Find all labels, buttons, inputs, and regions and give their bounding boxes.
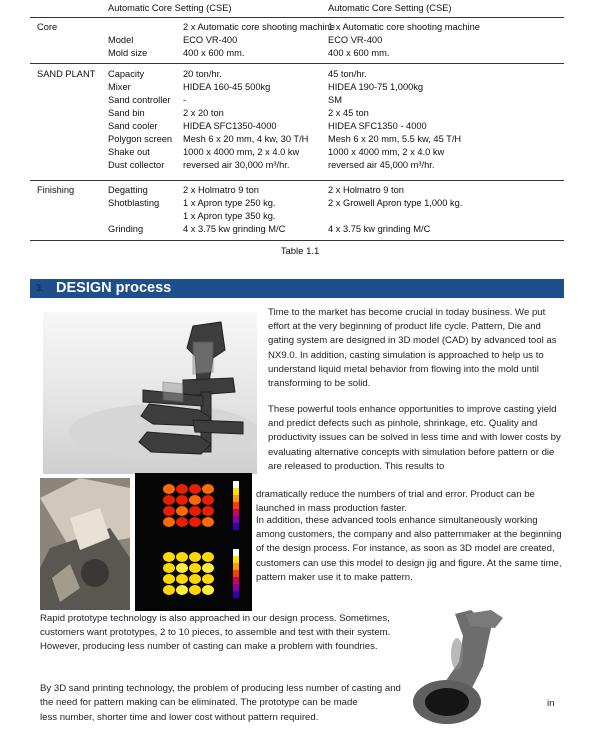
table-divider: [30, 63, 564, 64]
table-cell-item: Grinding: [108, 224, 144, 234]
section-number: 3.: [36, 283, 44, 293]
table-cell-item: Capacity: [108, 69, 145, 79]
paragraph-sand-printing-in: in: [547, 698, 555, 709]
paragraph-simulation-cont: dramatically reduce the numbers of trial and error. Product can be launched in mass production faster.: [256, 489, 535, 515]
table-divider: [30, 240, 564, 241]
table-cell-value2: 2 x 45 ton: [328, 108, 369, 118]
table-cell-value1: 1000 x 4000 mm, 2 x 4.0 kw: [183, 147, 300, 157]
section-title: DESIGN process: [56, 280, 172, 296]
table-cell-value1: HIDEA 160-45 500kg: [183, 82, 271, 92]
table-cell-item: Dust collector: [108, 160, 165, 170]
pattern-die-photo: [40, 478, 130, 610]
table-cell-value1: 20 ton/hr.: [183, 69, 222, 79]
table-cell-section: SAND PLANT: [37, 69, 96, 79]
table-cell-value2: HIDEA SFC1350 - 4000: [328, 121, 427, 131]
table-caption: Table 1.1: [280, 246, 320, 257]
paragraph-sand-printing: By 3D sand printing technology, the problem of producing less number of casting and the need for pattern making can be eliminated. The prototype can be made: [40, 683, 401, 709]
paragraph-simulation: These powerful tools enhance opportunities to improve casting yield and predict defects such as pinhole, shrinkage, etc. Quality and productivity issues can be solved in less time and with lower costs by evaluating alternative concepts with simulation before pattern or die are released to production. This results to: [268, 404, 561, 472]
table-cell-value1: 2 x Holmatro 9 ton: [183, 185, 259, 195]
table-header-col2: Automatic Core Setting (CSE): [328, 3, 452, 13]
table-cell-value1: -: [183, 95, 187, 105]
paragraph-sand-printing-end: less number, shorter time and lower cost without pattern required.: [40, 712, 319, 723]
table-cell-value2: 1000 x 4000 mm, 2 x 4.0 kw: [328, 147, 445, 157]
table-cell-item: Sand bin: [108, 108, 145, 118]
table-cell-value1: 400 x 600 mm.: [183, 48, 245, 58]
casting-simulation-image: [135, 473, 252, 611]
table-divider: [30, 17, 564, 18]
paragraph-collaboration: In addition, these advanced tools enhance simultaneously working among customers, the company and also patternmaker at the beginning of the design process. For instance, as soon as 3D model are created, customers can use this model to design jig and figure. At the same time, pattern maker use it to make pattern.: [256, 515, 562, 583]
table-cell-item: Shotblasting: [108, 198, 160, 208]
table-cell-value2: 400 x 600 mm.: [328, 48, 390, 58]
table-cell-section: Core: [37, 22, 58, 32]
cad-gating-model-image: [43, 312, 257, 474]
table-divider: [30, 180, 564, 181]
table-cell-item: Degatting: [108, 185, 148, 195]
table-cell-item: Mold size: [108, 48, 148, 58]
table-cell-item: Sand cooler: [108, 121, 158, 131]
table-cell-section: Finishing: [37, 185, 75, 195]
table-cell-item: Polygon screen: [108, 134, 173, 144]
table-cell-value2: 4 x 3.75 kw grinding M/C: [328, 224, 431, 234]
table-cell-value1: 1 x Apron type 350 kg.: [183, 211, 276, 221]
paragraph-design-intro: Time to the market has become crucial in today business. We put effort at the very beginning of product life cycle. Pattern, Die and gating system are designed in 3D model (CAD) by advanced tool as NX9.0. In addition, casting simulation is approached to help us to understand liquid metal behavior from flowing into the mold until transforming to be solid.: [268, 307, 557, 390]
table-cell-value2: SM: [328, 95, 342, 105]
table-cell-value1: 2 x Automatic core shooting machine: [183, 22, 335, 32]
table-cell-value1: ECO VR-400: [183, 35, 238, 45]
table-cell-value1: HIDEA SFC1350-4000: [183, 121, 277, 131]
section-header: [30, 279, 564, 298]
table-cell-value2: 1 x Automatic core shooting machine: [328, 22, 480, 32]
table-cell-value2: 2 x Holmatro 9 ton: [328, 185, 404, 195]
table-cell-value1: 4 x 3.75 kw grinding M/C: [183, 224, 286, 234]
table-cell-item: Sand controller: [108, 95, 171, 105]
table-cell-value1: Mesh 6 x 20 mm, 4 kw, 30 T/H: [183, 134, 309, 144]
table-cell-value2: reversed air 45,000 m³/hr.: [328, 160, 435, 170]
table-cell-item: Model: [108, 35, 134, 45]
table-cell-value2: HIDEA 190-75 1,000kg: [328, 82, 424, 92]
table-cell-value1: 1 x Apron type 250 kg.: [183, 198, 276, 208]
table-cell-item: Shake out: [108, 147, 150, 157]
table-cell-value2: 2 x Growell Apron type 1,000 kg.: [328, 198, 463, 208]
table-header-col1: Automatic Core Setting (CSE): [108, 3, 232, 13]
table-cell-value2: 45 ton/hr.: [328, 69, 367, 79]
table-cell-value2: Mesh 6 x 20 mm, 5.5 kw, 45 T/H: [328, 134, 462, 144]
table-cell-item: Mixer: [108, 82, 131, 92]
table-cell-value1: 2 x 20 ton: [183, 108, 224, 118]
table-cell-value1: reversed air 30,000 m³/hr.: [183, 160, 290, 170]
table-cell-value2: ECO VR-400: [328, 35, 383, 45]
paragraph-rapid-prototype: Rapid prototype technology is also approached in our design process. Sometimes, customers want prototypes, 2 to 10 pieces, to assemble and test with their system. However, producing less number of casting can make a problem with foundries.: [40, 613, 391, 653]
